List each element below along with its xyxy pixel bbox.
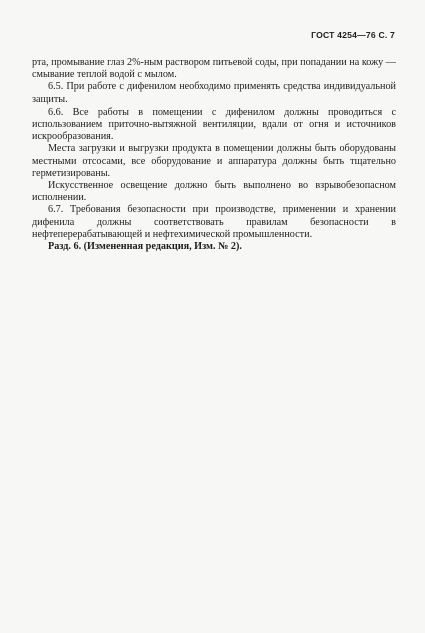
paragraph-6-7: 6.7. Требования безопасности при производстве, применении и хранении дифенила должны соответствовать правилам безопасности в нефтеперерабатывающей и нефтехимической промышленности. [32, 204, 396, 240]
page-header-code: ГОСТ 4254—76 С. 7 [311, 30, 395, 40]
paragraph-lighting: Искусственное освещение должно быть выполнено во взрывобезопасном исполнении. [32, 180, 396, 204]
paragraph-loading-places: Места загрузки и выгрузки продукта в помещении должны быть оборудованы местными отсосами, все оборудование и аппаратура должны быть тщательно герметизированы. [32, 143, 396, 179]
document-body [32, 57, 396, 253]
paragraph-6-5: 6.5. При работе с дифенилом необходимо применять средства индивидуальной защиты. [32, 81, 396, 105]
amendment-note: Разд. 6. (Измененная редакция, Изм. № 2). [48, 241, 242, 253]
paragraph-6-6: 6.6. Все работы в помещении с дифенилом должны проводиться с использованием приточно-вытяжной вентиляции, вдали от огня и источников искрообразования. [32, 106, 396, 143]
paragraph-continuation: рта, промывание глаз 2%-ным раствором питьевой соды, при попадании на кожу — смывание теплой водой с мылом. [32, 57, 396, 81]
